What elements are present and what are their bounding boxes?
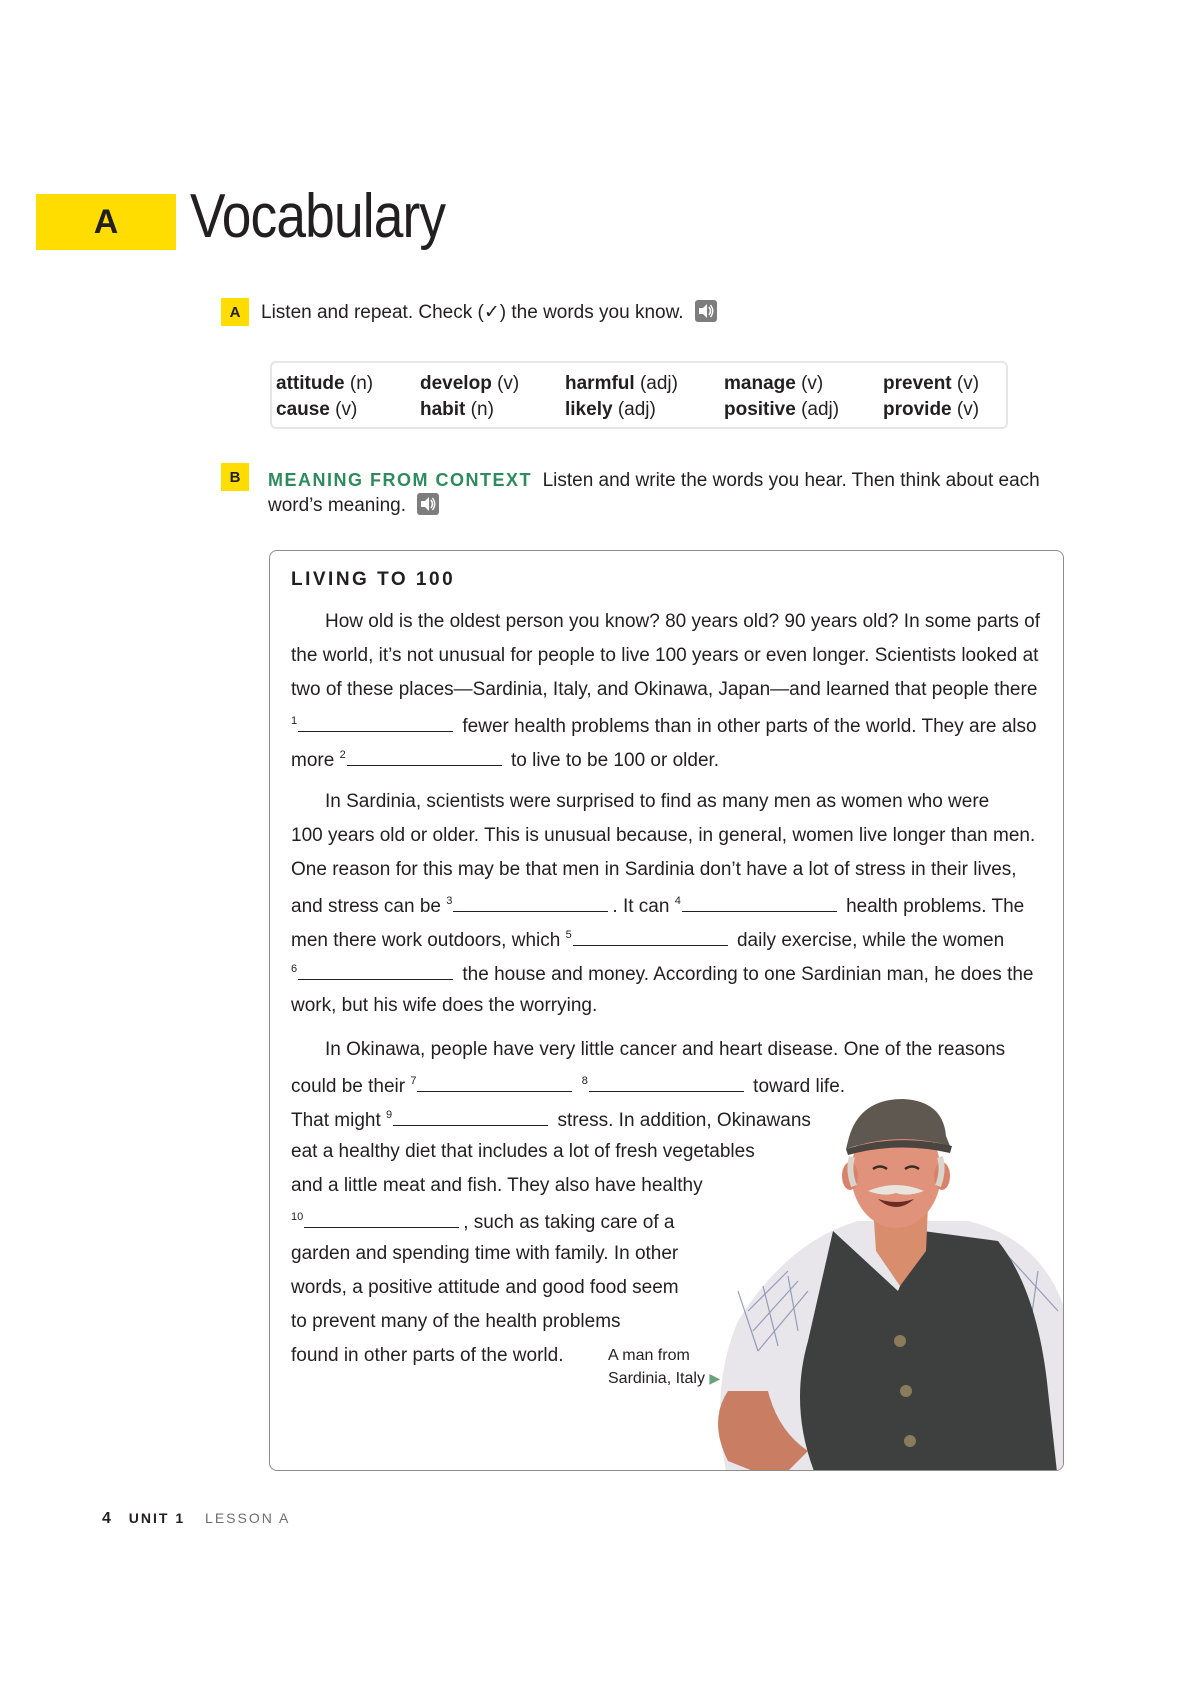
- passage-line: could be their $^7$ $^8$ toward life.: [291, 1075, 846, 1097]
- answer-blank[interactable]: [298, 713, 453, 732]
- page-title: Vocabulary: [190, 182, 446, 251]
- answer-blank[interactable]: [417, 1073, 572, 1092]
- exercise-a-instruction: [261, 300, 717, 325]
- speaker-icon[interactable]: [417, 493, 439, 515]
- passage-line: $^{10}$ , such as taking care of a: [291, 1211, 675, 1233]
- blank-number: 4: [674, 895, 681, 907]
- passage-line: In Okinawa, people have very little cancer and heart disease. One of the reasons: [325, 1039, 1006, 1060]
- exercise-b-subhead: MEANING FROM CONTEXT: [268, 470, 532, 490]
- passage-line: One reason for this may be that men in Sardinia don’t have a lot of stress in their lives,: [291, 859, 1017, 880]
- answer-blank[interactable]: [298, 961, 453, 980]
- exercise-b-instruction-text: Listen and write the words you hear. Then think about each: [542, 470, 1040, 491]
- blank-number: 6: [291, 963, 298, 975]
- answer-blank[interactable]: [573, 927, 728, 946]
- blank-number: 10: [291, 1211, 304, 1223]
- reading-passage: [269, 550, 1064, 1471]
- word-item: positive (adj): [724, 399, 840, 420]
- passage-line: men there work outdoors, which $^5$ daily exercise, while the women: [291, 929, 1005, 951]
- passage-line: to prevent many of the health problems: [291, 1311, 621, 1332]
- passage-line: garden and spending time with family. In other: [291, 1243, 679, 1264]
- passage-line: and stress can be $^3$ . It can $^4$ health problems. The: [291, 895, 1025, 917]
- passage-line: $^6$ the house and money. According to one Sardinian man, he does the: [291, 963, 1034, 985]
- answer-blank[interactable]: [347, 747, 502, 766]
- passage-line: That might $^9$ stress. In addition, Okinawans: [291, 1109, 811, 1131]
- footer-lesson: LESSON A: [205, 1510, 291, 1526]
- exercise-b-instruction-text-2: word’s meaning.: [268, 495, 407, 516]
- word-item: likely (adj): [565, 399, 656, 420]
- answer-blank[interactable]: [393, 1107, 548, 1126]
- word-item: prevent (v): [883, 373, 980, 394]
- blank-number: 1: [291, 715, 298, 727]
- passage-line: How old is the oldest person you know? 80 years old? 90 years old? In some parts of: [325, 611, 1041, 632]
- footer-unit: UNIT 1: [128, 1510, 186, 1526]
- caption-arrow-icon: ▶: [709, 1370, 721, 1386]
- blank-number: 9: [386, 1109, 393, 1121]
- blank-number: 3: [446, 895, 453, 907]
- word-item: harmful (adj): [565, 373, 678, 394]
- passage-line: $^1$ fewer health problems than in other parts of the world. They are also: [291, 715, 1037, 737]
- passage-line: more $^2$ to live to be 100 or older.: [291, 749, 720, 771]
- passage-title: LIVING TO 100: [291, 569, 456, 590]
- blank-number: 8: [581, 1075, 588, 1087]
- section-tab-letter: A: [93, 202, 119, 241]
- exercise-badge-a: A: [221, 298, 249, 326]
- word-item: habit (n): [420, 399, 494, 420]
- passage-line: words, a positive attitude and good food seem: [291, 1277, 679, 1298]
- section-tab: [36, 194, 176, 250]
- blank-number: 2: [339, 749, 346, 761]
- word-list-box: [270, 361, 1008, 429]
- word-item: manage (v): [724, 373, 824, 394]
- answer-blank[interactable]: [682, 893, 837, 912]
- exercise-b-instruction: [268, 468, 1068, 518]
- word-item: provide (v): [883, 399, 980, 420]
- speaker-icon[interactable]: [695, 300, 717, 322]
- photo-caption: A man from Sardinia, Italy ▶: [608, 1347, 721, 1387]
- exercise-a-instruction-text: Listen and repeat. Check (✓) the words you know.: [261, 302, 684, 323]
- page-footer: [102, 1510, 290, 1528]
- blank-number: 7: [410, 1075, 417, 1087]
- passage-line: In Sardinia, scientists were surprised to find as many men as women who were: [325, 791, 990, 812]
- word-item: cause (v): [276, 399, 358, 420]
- word-item: develop (v): [420, 373, 520, 394]
- blank-number: 5: [565, 929, 572, 941]
- answer-blank[interactable]: [453, 893, 608, 912]
- answer-blank[interactable]: [589, 1073, 744, 1092]
- page-number: 4: [102, 1510, 111, 1527]
- exercise-badge-b: B: [221, 463, 249, 491]
- passage-line: 100 years old or older. This is unusual because, in general, women live longer than men.: [291, 825, 1036, 846]
- word-item: attitude (n): [276, 373, 374, 394]
- passage-line: found in other parts of the world.: [291, 1345, 564, 1366]
- passage-line: two of these places—Sardinia, Italy, and Okinawa, Japan—and learned that people there: [291, 679, 1038, 700]
- passage-line: eat a healthy diet that includes a lot of fresh vegetables: [291, 1141, 755, 1162]
- answer-blank[interactable]: [304, 1209, 459, 1228]
- passage-line: and a little meat and fish. They also have healthy: [291, 1175, 703, 1196]
- passage-line: the world, it’s not unusual for people to live 100 years or even longer. Scientists looked at: [291, 645, 1039, 666]
- passage-line: work, but his wife does the worrying.: [291, 995, 598, 1016]
